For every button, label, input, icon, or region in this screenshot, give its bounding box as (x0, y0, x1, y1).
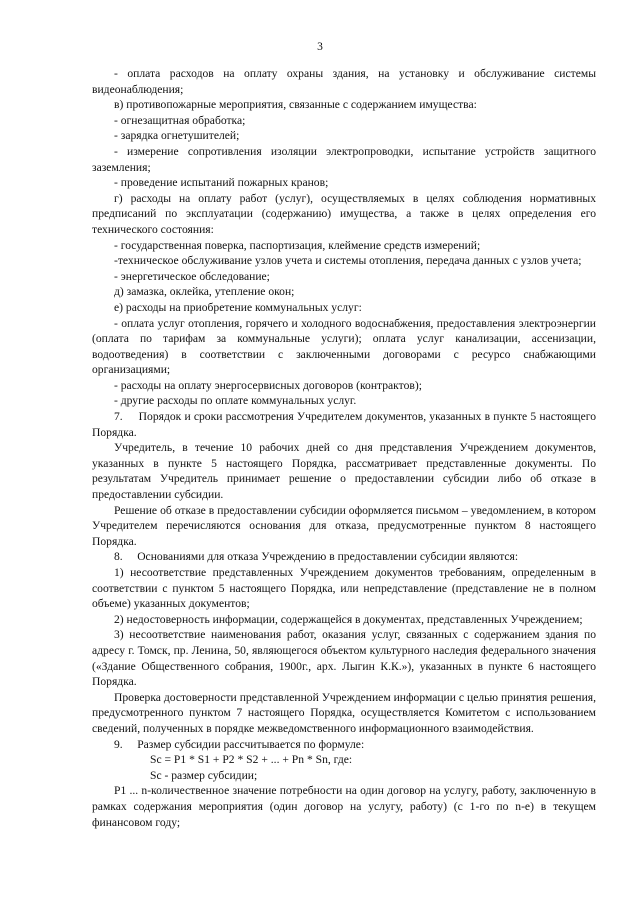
formula-variable: Sc - размер субсидии; (150, 768, 258, 782)
paragraph: - государственная поверка, паспортизация, клеймение средств измерений; (114, 238, 481, 252)
paragraph: Учредитель, в течение 10 рабочих дней со дня представления Учреждением документов, указанных в пункте 5 настоящего Порядка, рассматривает представленные документы. По результатам Учредитель принимает решение о предоставлении субсидии либо об отказе в предоставлении субсидии. (92, 441, 596, 502)
paragraph: - огнезащитная обработка; (114, 113, 246, 127)
paragraph: 2) недостоверность информации, содержащейся в документах, представленных Учреждением; (114, 612, 583, 626)
paragraph: г) расходы на оплату работ (услуг), осуществляемых в целях соблюдения нормативных предписаний по эксплуатации (содержанию) имущества, а также в целях определения его технического состояния: (92, 191, 596, 236)
paragraph: - измерение сопротивления изоляции электропроводки, испытание устройств защитного заземления; (92, 144, 596, 174)
document-body (92, 66, 596, 830)
paragraph: 1) несоответствие представленных Учреждением документов требованиям, определенным в соответствии с пунктом 5 настоящего Порядка, или непредставление (представление не в полном объеме) указанных документов; (92, 566, 596, 611)
paragraph: - зарядка огнетушителей; (114, 129, 240, 143)
paragraph: - расходы на оплату энергосервисных договоров (контрактов); (114, 378, 422, 392)
paragraph: - проведение испытаний пожарных кранов; (114, 176, 329, 190)
paragraph: Проверка достоверности представленной Учреждением информации с целью принятия решения, предусмотренного пунктом 7 настоящего Порядка, осуществляется Комитетом с использованием сведений, полученных в порядке межведомственного информационного взаимодействия. (92, 690, 596, 735)
paragraph: е) расходы на приобретение коммунальных услуг: (114, 300, 362, 314)
section-heading: 9. Размер субсидии рассчитывается по формуле: (114, 737, 365, 751)
section-heading: 7. Порядок и сроки рассмотрения Учредителем документов, указанных в пункте 5 настоящего Порядка. (92, 410, 596, 439)
paragraph: - оплата расходов на оплату охраны здания, на установку и обслуживание системы видеонаблюдения; (92, 67, 596, 96)
formula: Sc = P1 * S1 + P2 * S2 + ... + Pn * Sn, где: (150, 753, 353, 767)
paragraph: - другие расходы по оплате коммунальных услуг. (114, 394, 357, 408)
page-number: 3 (317, 41, 323, 53)
paragraph: -техническое обслуживание узлов учета и системы отопления, передача данных с узлов учета; (114, 254, 582, 268)
paragraph: - энергетическое обследование; (114, 269, 270, 283)
section-heading: 8. Основаниями для отказа Учреждению в предоставлении субсидии являются: (114, 550, 519, 564)
paragraph: P1 ... n-количественное значение потребности на один договор на услугу, работу, заключенную в рамках содержания мероприятия (один договор на услугу, работу) (с 1-го по n-е) в текущем финансовом году; (92, 784, 596, 829)
paragraph: 3) несоответствие наименования работ, оказания услуг, связанных с содержанием здания по адресу г. Томск, пр. Ленина, 50, являющегося объектом культурного наследия федерального значения («Здание Общественного собрания, 1900г., арх. Лыгин К.К.»), указанных в пункте 6 настоящего Порядка. (92, 628, 596, 689)
paragraph: Решение об отказе в предоставлении субсидии оформляется письмом – уведомлением, в котором Учредителем перечисляются основания для отказа, предусмотренные пунктом 8 настоящего Порядка. (92, 503, 596, 548)
paragraph: - оплата услуг отопления, горячего и холодного водоснабжения, предоставления электроэнергии (оплата по тарифам за коммунальные услуги); оплата услуг канализации, ассенизации, водоотведения) в соответствии с заключенными договорами с ресурсо снабжающими организациями; (92, 316, 596, 377)
paragraph: в) противопожарные мероприятия, связанные с содержанием имущества: (114, 98, 477, 112)
paragraph: д) замазка, оклейка, утепление окон; (114, 285, 295, 299)
